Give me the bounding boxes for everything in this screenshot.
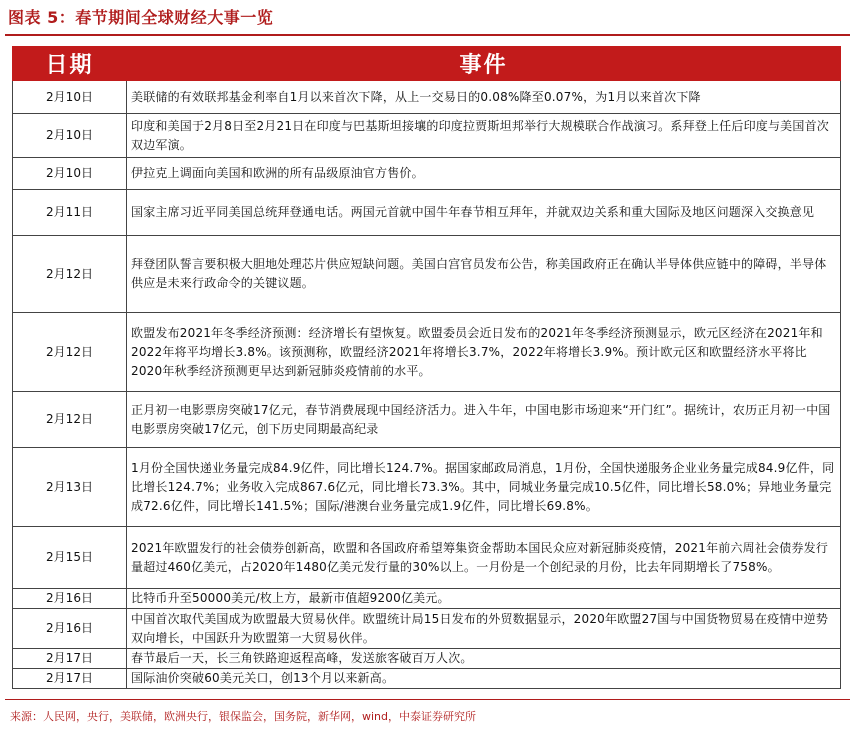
table-row (13, 609, 841, 649)
table-row (13, 669, 841, 689)
date-column-header: 日期 (13, 47, 127, 81)
title-divider (5, 34, 850, 36)
date-cell: 2月15日 (13, 527, 127, 589)
event-cell: 美联储的有效联邦基金利率自1月以来首次下降，从上一交易日的0.08%降至0.07%，为1月以来首次下降 (127, 81, 841, 114)
date-cell: 2月10日 (13, 158, 127, 190)
table-row (13, 158, 841, 190)
source-note: 来源：人民网，央行，美联储，欧洲央行，银保监会，国务院，新华网，wind，中泰证券研究所 (10, 710, 477, 723)
table-row (13, 649, 841, 669)
table-row (13, 190, 841, 236)
date-cell: 2月16日 (13, 589, 127, 609)
date-cell: 2月13日 (13, 448, 127, 527)
table-row (13, 236, 841, 313)
date-cell: 2月17日 (13, 649, 127, 669)
footer-divider (5, 699, 850, 700)
event-column-header: 事件 (127, 47, 841, 81)
table-row (13, 527, 841, 589)
date-cell: 2月17日 (13, 669, 127, 689)
table-row (13, 81, 841, 114)
event-cell: 正月初一电影票房突破17亿元，春节消费展现中国经济活力。进入牛年，中国电影市场迎来“开门红”。据统计，农历正月初一中国电影票房突破17亿元，创下历史同期最高纪录 (127, 392, 841, 448)
table-row (13, 589, 841, 609)
event-cell: 中国首次取代美国成为欧盟最大贸易伙伴。欧盟统计局15日发布的外贸数据显示，2020年欧盟27国与中国货物贸易在疫情中逆势双向增长，中国跃升为欧盟第一大贸易伙伴。 (127, 609, 841, 649)
event-cell: 比特币升至50000美元/枚上方，最新市值超9200亿美元。 (127, 589, 841, 609)
date-cell: 2月10日 (13, 81, 127, 114)
date-cell: 2月10日 (13, 114, 127, 158)
event-cell: 拜登团队誓言要积极大胆地处理芯片供应短缺问题。美国白宫官员发布公告，称美国政府正在确认半导体供应链中的障碍，半导体供应是未来行政命令的关键议题。 (127, 236, 841, 313)
date-cell: 2月11日 (13, 190, 127, 236)
events-table (12, 46, 841, 689)
figure-title: 图表 5：春节期间全球财经大事一览 (8, 8, 274, 27)
event-cell: 欧盟发布2021年冬季经济预测：经济增长有望恢复。欧盟委员会近日发布的2021年冬季经济预测显示，欧元区经济在2021年和2022年将平均增长3.8%。该预测称，欧盟经济2021年将增长3.7%，2022年将增长3.9%。预计欧元区和欧盟经济水平将比2020年秋季经济预测更早达到新冠肺炎疫情前的水平。 (127, 313, 841, 392)
date-cell: 2月16日 (13, 609, 127, 649)
date-cell: 2月12日 (13, 313, 127, 392)
date-cell: 2月12日 (13, 392, 127, 448)
event-cell: 春节最后一天，长三角铁路迎返程高峰，发送旅客破百万人次。 (127, 649, 841, 669)
table-header-row (13, 47, 841, 81)
event-cell: 伊拉克上调面向美国和欧洲的所有品级原油官方售价。 (127, 158, 841, 190)
event-cell: 1月份全国快递业务量完成84.9亿件，同比增长124.7%。据国家邮政局消息，1月份，全国快递服务企业业务量完成84.9亿件，同比增长124.7%；业务收入完成867.6亿元，同比增长73.3%。其中，同城业务量完成10.5亿件，同比增长58.0%；异地业务量完成72.6亿件，同比增长141.5%；国际/港澳台业务量完成1.9亿件，同比增长69.8%。 (127, 448, 841, 527)
table-row (13, 392, 841, 448)
table-row (13, 448, 841, 527)
event-cell: 国家主席习近平同美国总统拜登通电话。两国元首就中国牛年春节相互拜年，并就双边关系和重大国际及地区问题深入交换意见 (127, 190, 841, 236)
table-row (13, 114, 841, 158)
event-cell: 国际油价突破60美元关口，创13个月以来新高。 (127, 669, 841, 689)
date-cell: 2月12日 (13, 236, 127, 313)
event-cell: 印度和美国于2月8日至2月21日在印度与巴基斯坦接壤的印度拉贾斯坦邦举行大规模联合作战演习。系拜登上任后印度与美国首次双边军演。 (127, 114, 841, 158)
table-row (13, 313, 841, 392)
event-cell: 2021年欧盟发行的社会债券创新高，欧盟和各国政府希望筹集资金帮助本国民众应对新冠肺炎疫情，2021年前六周社会债券发行量超过460亿美元，占2020年1480亿美元发行量的30%以上。一月份是一个创纪录的月份，比去年同期增长了758%。 (127, 527, 841, 589)
